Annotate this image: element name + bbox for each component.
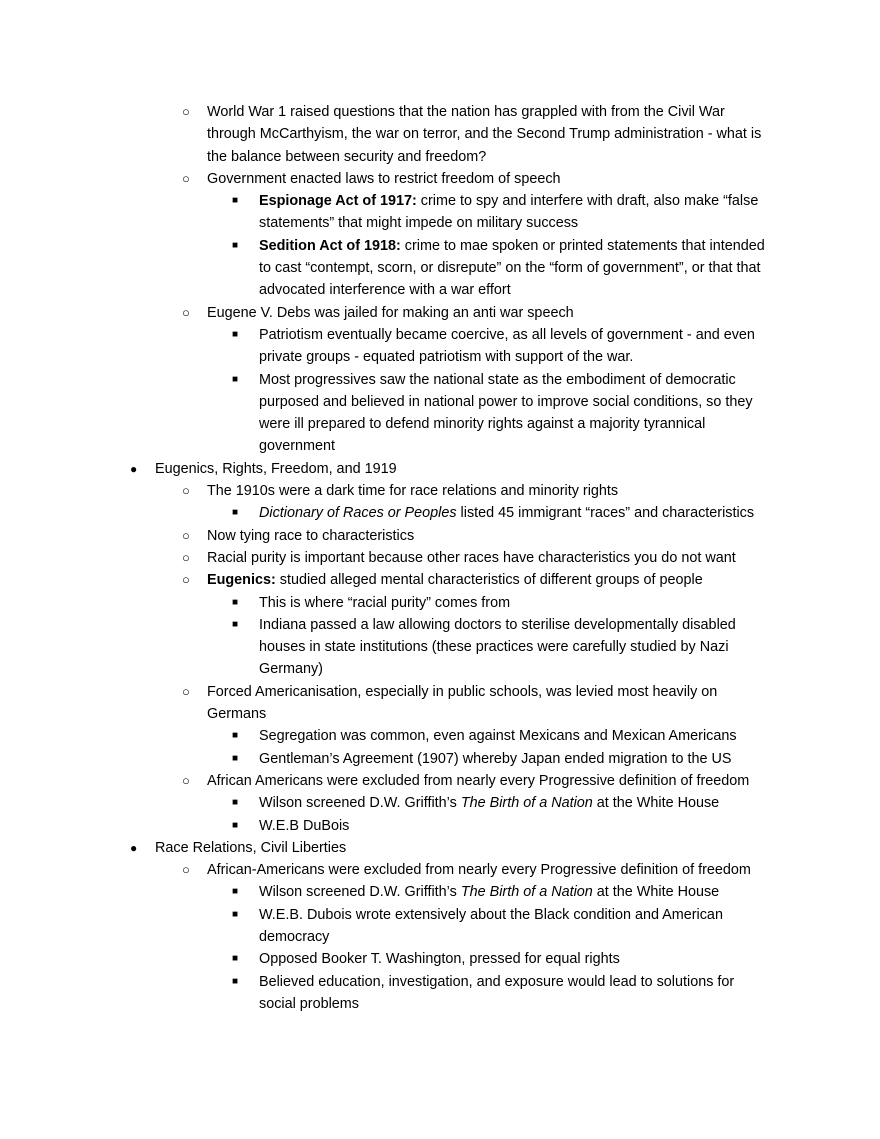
bullet-square: ■ bbox=[232, 752, 239, 764]
bullet-circle: ○ bbox=[182, 104, 190, 119]
bullet-square: ■ bbox=[232, 819, 239, 831]
bullet-disc: ● bbox=[130, 840, 138, 855]
item-text-end: at the White House bbox=[592, 884, 720, 901]
list-item bbox=[0, 792, 774, 814]
item-text: Wilson screened D.W. Griffith’s bbox=[259, 795, 461, 812]
list-item bbox=[0, 324, 774, 369]
list-item bbox=[0, 302, 772, 324]
bullet-square: ■ bbox=[232, 596, 239, 608]
list-item bbox=[0, 569, 772, 591]
list-item bbox=[0, 815, 774, 837]
bullet-square: ■ bbox=[232, 908, 239, 920]
list-item bbox=[0, 480, 772, 502]
item-text: Racial purity is important because other races have characteristics you do not want bbox=[207, 549, 736, 566]
item-text: World War 1 raised questions that the nation has grappled with from the Civil War through McCarthyism, the war on terror, and the Second Trump administration - what is the balance between security and freedom? bbox=[207, 104, 762, 165]
term-eugenics: Eugenics: bbox=[207, 572, 276, 589]
item-text: African-Americans were excluded from nearly every Progressive definition of freedom bbox=[207, 862, 751, 879]
item-text-end: at the White House bbox=[592, 795, 720, 812]
section-heading bbox=[0, 458, 770, 480]
list-item bbox=[0, 547, 772, 569]
item-text: Indiana passed a law allowing doctors to sterilise developmentally disabled houses in state institutions (these practices were carefully studied by Nazi Germany) bbox=[259, 616, 736, 678]
item-text: Most progressives saw the national state as the embodiment of democratic purposed and believed in national power to improve social conditions, so they were ill prepared to defend minority rights against a majority tyrannical government bbox=[259, 371, 753, 455]
bullet-circle: ○ bbox=[182, 862, 190, 878]
list-item bbox=[0, 681, 772, 726]
document-page bbox=[0, 101, 880, 1015]
item-text: Forced Americanisation, especially in public schools, was levied most heavily on Germans bbox=[207, 683, 718, 723]
item-text: Race Relations, Civil Liberties bbox=[155, 839, 347, 856]
item-text: studied alleged mental characteristics of different groups of people bbox=[275, 572, 703, 589]
item-text: Believed education, investigation, and exposure would lead to solutions for social problems bbox=[259, 973, 735, 1012]
bullet-circle: ○ bbox=[182, 572, 190, 588]
list-item bbox=[0, 235, 774, 302]
bullet-circle: ○ bbox=[182, 527, 190, 543]
list-item bbox=[0, 725, 774, 747]
item-text: Gentleman’s Agreement (1907) whereby Japan ended migration to the US bbox=[259, 750, 732, 767]
bullet-square: ■ bbox=[232, 797, 239, 809]
bullet-circle: ○ bbox=[182, 304, 190, 320]
item-text: Government enacted laws to restrict freedom of speech bbox=[207, 170, 561, 187]
list-item bbox=[0, 168, 772, 190]
film-title: The Birth of a Nation bbox=[460, 795, 593, 812]
item-text: Wilson screened D.W. Griffith’s bbox=[259, 884, 461, 901]
bullet-square: ■ bbox=[232, 239, 239, 251]
list-item bbox=[0, 770, 772, 792]
bullet-square: ■ bbox=[232, 195, 239, 207]
item-text: listed 45 immigrant “races” and characteristics bbox=[456, 505, 755, 522]
item-text: W.E.B DuBois bbox=[259, 817, 350, 834]
list-item bbox=[0, 525, 772, 547]
item-text: Now tying race to characteristics bbox=[207, 527, 415, 544]
list-item bbox=[0, 502, 774, 524]
term-espionage-act: Espionage Act of 1917: bbox=[259, 193, 417, 210]
list-item bbox=[0, 904, 774, 949]
item-text: Eugenics, Rights, Freedom, and 1919 bbox=[155, 460, 397, 477]
item-text: This is where “racial purity” comes from bbox=[259, 594, 511, 611]
item-text: The 1910s were a dark time for race relations and minority rights bbox=[207, 483, 619, 500]
list-item bbox=[0, 101, 772, 168]
bullet-circle: ○ bbox=[182, 683, 190, 699]
list-item bbox=[0, 190, 774, 235]
bullet-square: ■ bbox=[232, 618, 239, 630]
item-text: African Americans were excluded from nearly every Progressive definition of freedom bbox=[207, 772, 750, 789]
item-text: crime to mae spoken or printed statements that intended to cast “contempt, scorn, or disrepute” on the “form of government”, or that that advocated interference with a war effort bbox=[259, 237, 765, 299]
item-text: W.E.B. Dubois wrote extensively about the Black condition and American democracy bbox=[259, 906, 723, 945]
list-item bbox=[0, 592, 774, 614]
book-title: Dictionary of Races or Peoples bbox=[259, 505, 457, 522]
list-item bbox=[0, 859, 772, 881]
film-title: The Birth of a Nation bbox=[460, 884, 593, 901]
section-heading bbox=[0, 837, 770, 859]
list-item bbox=[0, 881, 774, 903]
bullet-circle: ○ bbox=[182, 549, 190, 565]
bullet-square: ■ bbox=[232, 886, 239, 898]
bullet-square: ■ bbox=[232, 953, 239, 965]
bullet-circle: ○ bbox=[182, 483, 190, 499]
list-item bbox=[0, 369, 774, 458]
bullet-square: ■ bbox=[232, 730, 239, 742]
bullet-square: ■ bbox=[232, 328, 239, 340]
item-text: Opposed Booker T. Washington, pressed for equal rights bbox=[259, 951, 620, 968]
bullet-circle: ○ bbox=[182, 772, 190, 788]
bullet-circle: ○ bbox=[182, 170, 190, 186]
bullet-square: ■ bbox=[232, 975, 239, 987]
item-text: crime to spy and interfere with draft, also make “false statements” that might impede on military success bbox=[259, 193, 759, 232]
term-sedition-act: Sedition Act of 1918: bbox=[259, 237, 401, 254]
list-item bbox=[0, 748, 774, 770]
bullet-square: ■ bbox=[232, 373, 239, 385]
item-text: Patriotism eventually became coercive, as all levels of government - and even private groups - equated patriotism with support of the war. bbox=[259, 326, 755, 366]
bullet-disc: ● bbox=[130, 461, 138, 476]
list-item bbox=[0, 614, 774, 681]
list-item bbox=[0, 948, 774, 970]
list-item bbox=[0, 971, 774, 1016]
bullet-square: ■ bbox=[232, 507, 239, 519]
item-text: Eugene V. Debs was jailed for making an anti war speech bbox=[207, 304, 574, 321]
item-text: Segregation was common, even against Mexicans and Mexican Americans bbox=[259, 728, 737, 745]
